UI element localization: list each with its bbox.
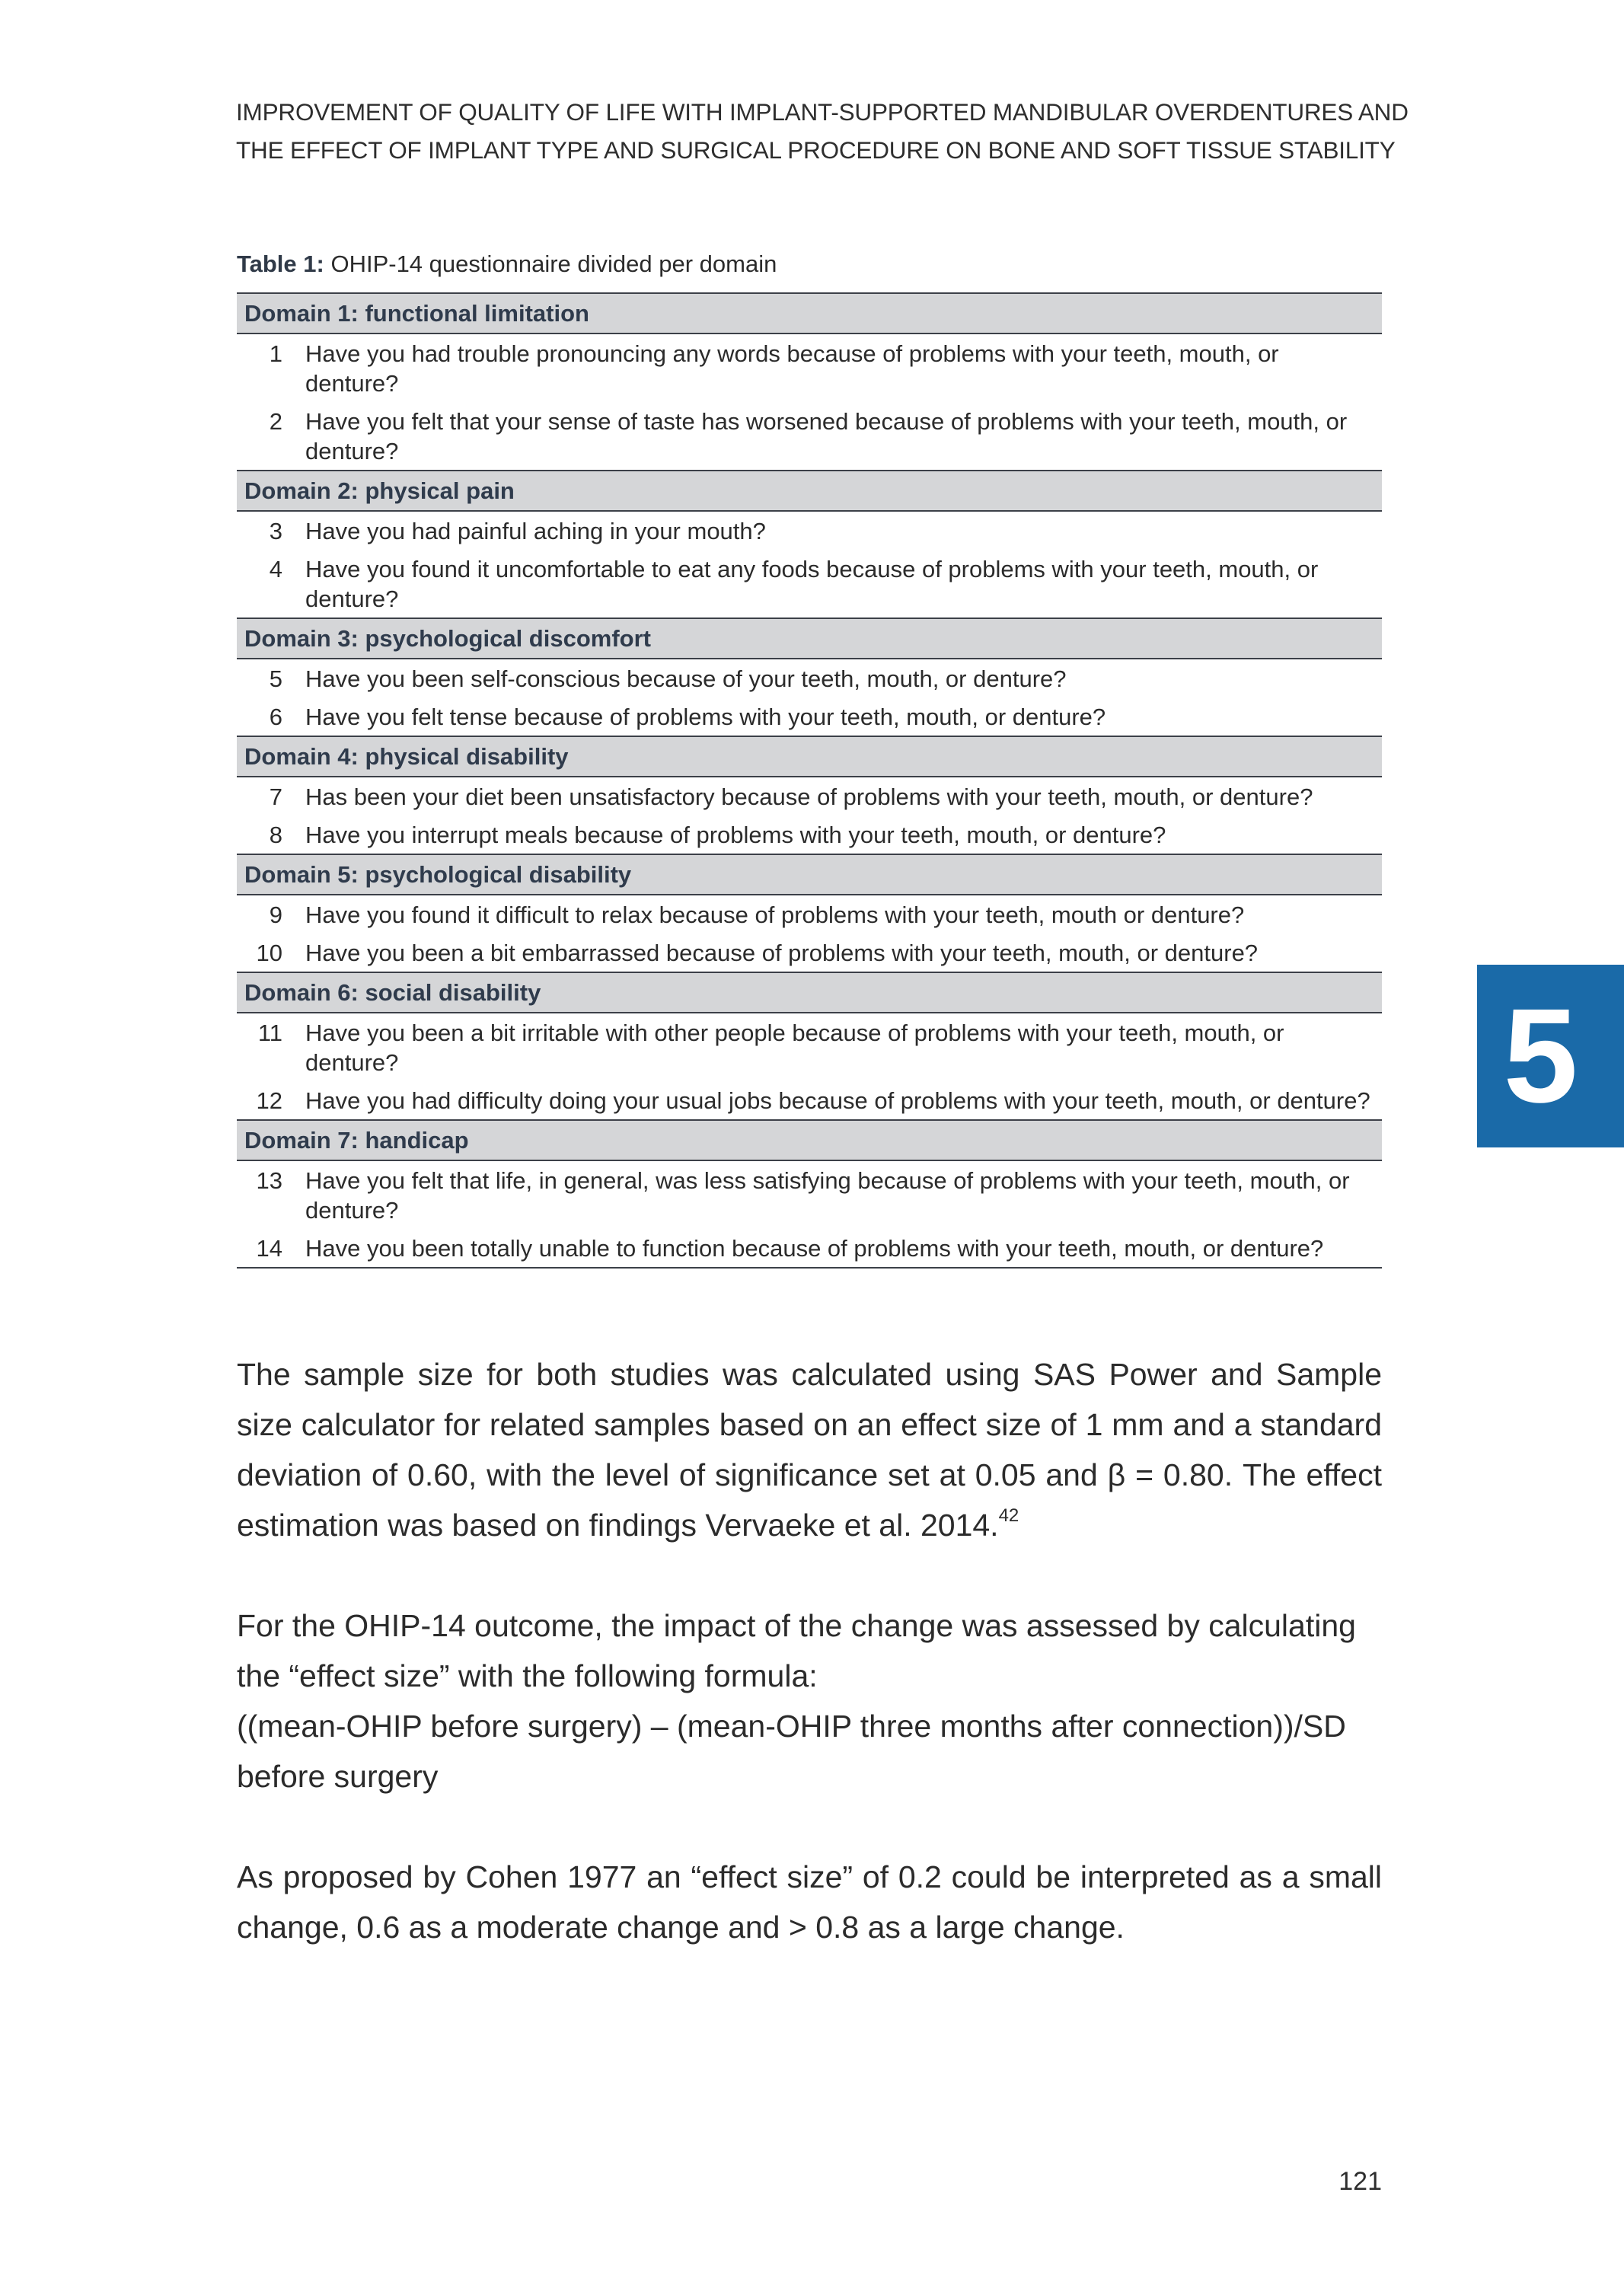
domain-title: Domain 6: social disability <box>237 972 1382 1013</box>
question-row <box>237 550 1382 618</box>
question-text: Have you been a bit embarrassed because of problems with your teeth, mouth, or denture? <box>305 940 1259 966</box>
question-text: Have you felt that your sense of taste has worsened because of problems with your teeth, mouth, or denture? <box>305 408 1348 464</box>
question-text: Have you been self-conscious because of your teeth, mouth, or denture? <box>305 665 1067 692</box>
domain-title: Domain 5: psychological disability <box>237 854 1382 895</box>
question-row <box>237 895 1382 933</box>
running-head <box>236 93 1409 169</box>
question-number: 5 <box>269 665 282 692</box>
table-caption-label: Table 1: <box>237 251 324 277</box>
domain-row <box>237 471 1382 511</box>
sample-size-text: The sample size for both studies was calculated using SAS Power and Sample size calculator for related samples based on an effect size of 1 mm and a standard deviation of 0.60, with the level of significance set at 0.05 and β = 0.80. The effect estimation was based on findings Vervaeke et al. 2014. <box>237 1357 1382 1543</box>
question-text: Have you found it difficult to relax because of problems with your teeth, mouth or denture? <box>305 902 1245 928</box>
question-row <box>237 777 1382 815</box>
question-row <box>237 1081 1382 1120</box>
ohip-14-table <box>237 292 1382 1269</box>
question-number: 14 <box>237 1229 284 1268</box>
domain-row <box>237 736 1382 777</box>
question-text: Have you had painful aching in your mouth? <box>305 518 766 544</box>
question-text: Has been your diet been unsatisfactory because of problems with your teeth, mouth, or denture? <box>305 783 1313 810</box>
question-number: 2 <box>269 408 282 435</box>
question-row <box>237 697 1382 736</box>
domain-row <box>237 972 1382 1013</box>
domain-row <box>237 618 1382 659</box>
effect-size-formula: ((mean-OHIP before surgery) – (mean-OHIP three months after connection))/SD before surgery <box>237 1709 1346 1794</box>
running-head-line-1: IMPROVEMENT OF QUALITY OF LIFE WITH IMPLANT-SUPPORTED MANDIBULAR OVERDENTURES AND <box>236 98 1409 126</box>
question-text: Have you had difficulty doing your usual jobs because of problems with your teeth, mouth, or denture? <box>305 1087 1370 1114</box>
question-text: Have you felt tense because of problems with your teeth, mouth, or denture? <box>305 704 1106 730</box>
domain-row <box>237 1120 1382 1160</box>
question-row <box>237 1013 1382 1081</box>
question-row <box>237 659 1382 697</box>
question-row <box>237 333 1382 402</box>
table-caption <box>237 247 777 281</box>
effect-size-intro: For the OHIP-14 outcome, the impact of the change was assessed by calculating the “effect size” with the following formula: <box>237 1608 1356 1693</box>
question-number: 7 <box>269 783 282 810</box>
sample-size-paragraph <box>237 1349 1382 1550</box>
cohen-paragraph: As proposed by Cohen 1977 an “effect size” of 0.2 could be interpreted as a small change, 0.6 as a moderate change and > 0.8 as a large change. <box>237 1859 1382 1945</box>
question-text: Have you interrupt meals because of problems with your teeth, mouth, or denture? <box>305 822 1166 848</box>
question-text: Have you had trouble pronouncing any words because of problems with your teeth, mouth, or denture? <box>305 340 1279 397</box>
chapter-tab: 5 <box>1477 965 1624 1147</box>
table-caption-text: OHIP-14 questionnaire divided per domain <box>324 251 777 277</box>
page-number: 121 <box>1338 2167 1382 2196</box>
question-text: Have you found it uncomfortable to eat any foods because of problems with your teeth, mouth, or denture? <box>305 556 1319 612</box>
question-number: 3 <box>269 518 282 544</box>
domain-title: Domain 4: physical disability <box>237 736 1382 777</box>
question-number: 10 <box>256 940 282 966</box>
question-row <box>237 815 1382 854</box>
question-number: 6 <box>269 704 282 730</box>
question-row <box>237 402 1382 471</box>
domain-title: Domain 2: physical pain <box>237 471 1382 511</box>
question-number: 4 <box>269 556 282 582</box>
question-number: 13 <box>256 1167 282 1194</box>
question-row <box>237 1160 1382 1229</box>
domain-title: Domain 1: functional limitation <box>237 293 1382 333</box>
domain-title: Domain 7: handicap <box>237 1120 1382 1160</box>
question-text: Have you felt that life, in general, was less satisfying because of problems with your teeth, mouth, or denture? <box>305 1167 1350 1224</box>
question-row <box>237 1229 1382 1268</box>
question-row <box>237 511 1382 550</box>
question-number: 9 <box>269 902 282 928</box>
domain-title: Domain 3: psychological discomfort <box>237 618 1382 659</box>
question-number: 11 <box>257 1020 282 1046</box>
question-text: Have you been totally unable to function because of problems with your teeth, mouth, or denture? <box>284 1229 1382 1268</box>
domain-row <box>237 293 1382 333</box>
question-number: 12 <box>256 1087 282 1114</box>
question-row <box>237 933 1382 972</box>
running-head-line-2: THE EFFECT OF IMPLANT TYPE AND SURGICAL PROCEDURE ON BONE AND SOFT TISSUE STABILITY <box>236 136 1396 164</box>
question-number: 1 <box>269 340 282 367</box>
reference-superscript: 42 <box>998 1505 1019 1526</box>
domain-row <box>237 854 1382 895</box>
question-text: Have you been a bit irritable with other people because of problems with your teeth, mouth, or denture? <box>305 1020 1284 1076</box>
question-number: 8 <box>269 822 282 848</box>
effect-size-paragraph <box>237 1600 1382 1802</box>
